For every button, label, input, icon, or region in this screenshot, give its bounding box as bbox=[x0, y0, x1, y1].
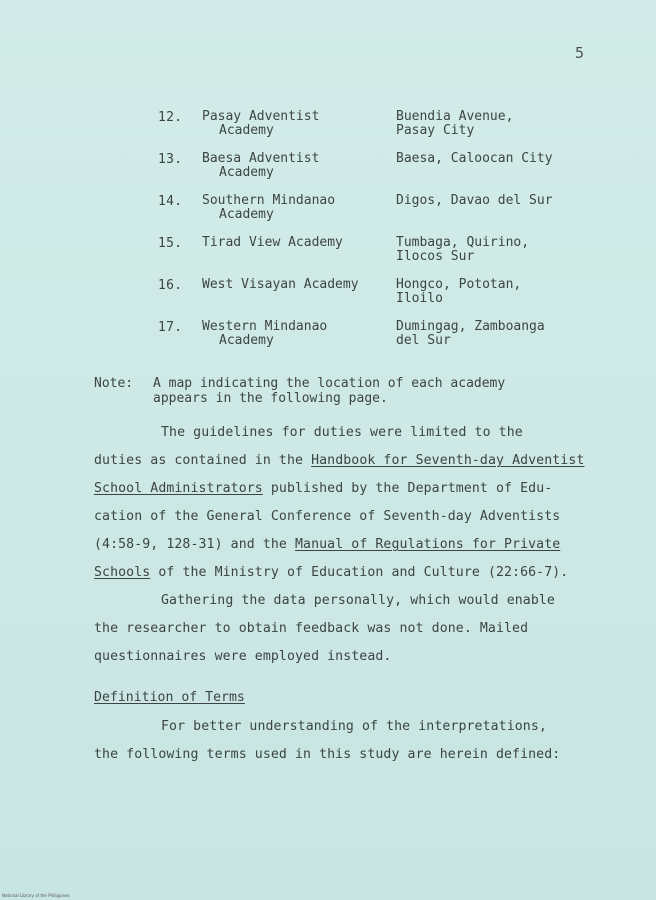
item-number: 13. bbox=[158, 152, 183, 167]
school-address: Digos, Davao del Sur bbox=[396, 193, 553, 208]
item-number: 17. bbox=[158, 320, 183, 335]
item-number: 15. bbox=[158, 236, 183, 251]
footer-credit: National Library of the Philippines bbox=[2, 893, 70, 898]
school-name: Pasay Adventist Academy bbox=[202, 109, 320, 138]
note-label: Note: bbox=[94, 376, 134, 391]
list-item bbox=[0, 236, 656, 276]
school-address: Hongco, Pototan, Iloilo bbox=[396, 277, 522, 306]
section-heading: Definition of Terms bbox=[94, 690, 245, 705]
list-item bbox=[0, 110, 656, 150]
school-name: Tirad View Academy bbox=[202, 235, 343, 250]
item-number: 14. bbox=[158, 194, 183, 209]
list-item bbox=[0, 320, 656, 360]
school-name: Western Mindanao Academy bbox=[202, 319, 328, 348]
school-address: Baesa, Caloocan City bbox=[396, 151, 553, 166]
note-text: A map indicating the location of each academy appears in the following page. bbox=[153, 376, 506, 406]
school-name: Southern Mindanao Academy bbox=[202, 193, 336, 222]
list-item bbox=[0, 152, 656, 192]
list-item bbox=[0, 278, 656, 318]
list-item bbox=[0, 194, 656, 234]
school-name: Baesa Adventist Academy bbox=[202, 151, 320, 180]
school-address: Tumbaga, Quirino, Ilocos Sur bbox=[396, 235, 530, 264]
item-number: 16. bbox=[158, 278, 183, 293]
school-name: West Visayan Academy bbox=[202, 277, 359, 292]
item-number: 12. bbox=[158, 110, 183, 125]
page-number: 5 bbox=[575, 44, 585, 62]
school-address: Dumingag, Zamboanga del Sur bbox=[396, 319, 545, 348]
school-address: Buendia Avenue, Pasay City bbox=[396, 109, 514, 138]
